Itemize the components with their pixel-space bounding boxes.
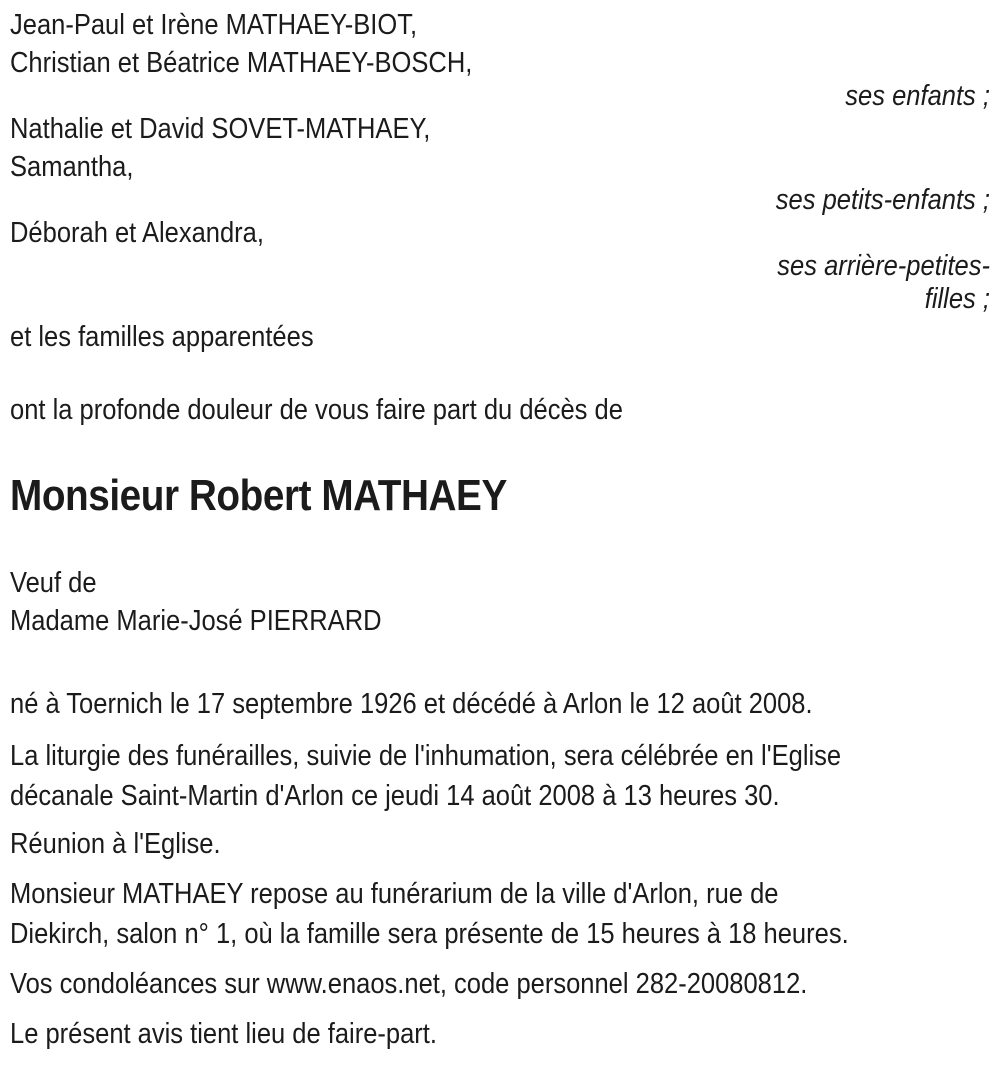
- detail-line: Réunion à l'Eglise.: [10, 828, 221, 860]
- detail-line: La liturgie des funérailles, suivie de l'inhumation, sera célébrée en l'Eglise: [10, 740, 842, 772]
- spouse-name-line: Madame Marie-José PIERRARD: [10, 605, 382, 637]
- deceased-name-title: Monsieur Robert MATHAEY: [10, 471, 507, 520]
- relation-label-great-grandchildren: filles ;: [924, 283, 990, 315]
- paragraph-notice-statement: [10, 1014, 990, 1054]
- family-names-line: Nathalie et David SOVET-MATHAEY,: [10, 113, 431, 145]
- family-names-line: Jean-Paul et Irène MATHAEY-BIOT,: [10, 9, 418, 41]
- widower-block: [10, 564, 990, 640]
- relation-label-children: ses enfants ;: [845, 80, 990, 112]
- paragraph-funerarium: [10, 874, 990, 954]
- detail-line: Monsieur MATHAEY repose au funérarium de la ville d'Arlon, rue de: [10, 878, 779, 910]
- detail-line: Diekirch, salon n° 1, où la famille sera présente de 15 heures à 18 heures.: [10, 918, 849, 950]
- paragraph-birth-death: [10, 684, 990, 724]
- family-names-line: Christian et Béatrice MATHAEY-BOSCH,: [10, 47, 473, 79]
- announcement-line: ont la profonde douleur de vous faire part du décès de: [10, 394, 623, 426]
- paragraph-meeting: [10, 824, 990, 864]
- detail-line: Le présent avis tient lieu de faire-part.: [10, 1018, 437, 1050]
- paragraph-funeral: [10, 736, 990, 816]
- family-names-line: Samantha,: [10, 151, 134, 183]
- condolences-line: Vos condoléances sur www.enaos.net, code personnel 282-20080812.: [10, 968, 808, 1000]
- family-names-line: Déborah et Alexandra,: [10, 217, 264, 249]
- paragraph-condolences: [10, 964, 990, 1004]
- detail-line: né à Toernich le 17 septembre 1926 et décédé à Arlon le 12 août 2008.: [10, 688, 813, 720]
- widower-line: Veuf de: [10, 567, 97, 599]
- relation-label-grandchildren: ses petits-enfants ;: [775, 184, 990, 216]
- relation-label-great-grandchildren: ses arrière-petites-: [777, 250, 990, 282]
- detail-line: décanale Saint-Martin d'Arlon ce jeudi 14 août 2008 à 13 heures 30.: [10, 780, 780, 812]
- related-families-line: et les familles apparentées: [10, 321, 314, 353]
